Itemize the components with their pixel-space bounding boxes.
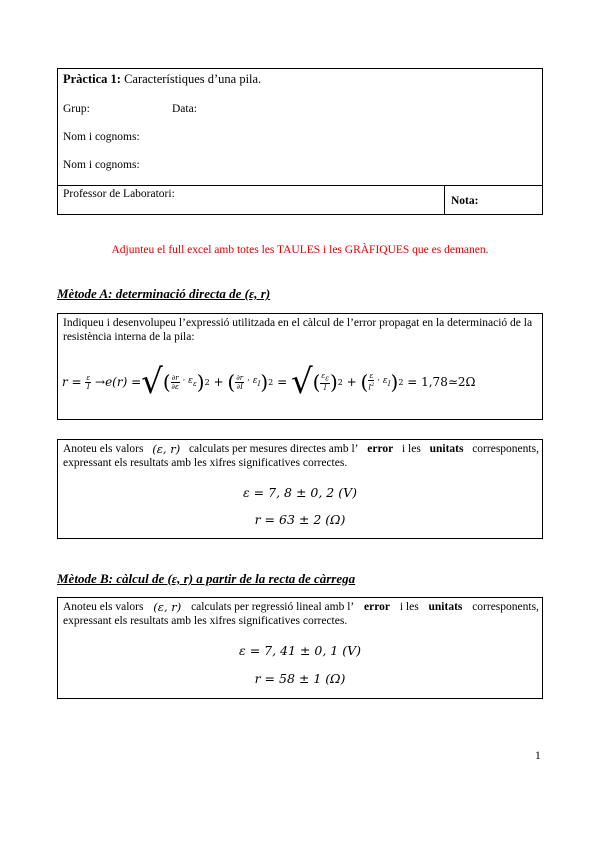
method-b-heading: Mètode B: càlcul de (ε, r) a partir de la recta de càrrega — [57, 571, 356, 586]
method-a-r-value: r = 63 ± 2 (Ω) — [254, 512, 346, 527]
name-label-2: Nom i cognoms: — [63, 159, 140, 171]
error-formula: r = $\frac{\varepsilon}{I}$ → e(r) = √ ( $\frac{\partial r}{\partial\varepsilon}$ · $\varepsilon_\varepsilon$ ) 2 + ( $\frac{\partial r}{\partial I}$ · $\varepsilon_I$ ) 2 = √ ( $\frac{\varepsilon\varepsilon}{I}$ ) 2 + ( $\frac{\varepsilon}{I^2}$ · $\varepsilon_I$ ) 2 = 1,78≃2Ω — [62, 362, 476, 402]
method-a-heading: Mètode A: determinació directa de (ε, r) — [57, 286, 271, 301]
name-label-1: Nom i cognoms: — [63, 131, 140, 143]
method-b-values-text: Anoteu els valors (ε, r) calculats per regressió lineal amb l’ error i les unitats corresponents, expressant els resultats amb les xifres significatives correctes. — [63, 600, 539, 627]
header-divider — [57, 185, 543, 186]
formula-result: = 1,78≃2Ω — [407, 375, 476, 389]
grade-divider — [444, 185, 445, 215]
method-a-epsilon-value: ε = 7, 8 ± 0, 2 (V) — [242, 485, 357, 500]
method-b-r-value: r = 58 ± 1 (Ω) — [254, 671, 346, 686]
professor-label: Professor de Laboratori: — [63, 188, 175, 200]
instruction-text: Adjunteu el full excel amb totes les TAULES i les GRÀFIQUES que es demanen. — [111, 244, 489, 256]
group-label: Grup: — [63, 103, 90, 115]
method-b-epsilon-value: ε = 7, 41 ± 0, 1 (V) — [239, 643, 361, 658]
date-label: Data: — [172, 103, 197, 115]
method-a-formula-text: Indiqueu i desenvolupeu l’expressió utilitzada en el càlcul de l’error propagat en la determinació de la resistència interna de la pila: — [63, 317, 533, 343]
practice-title: Pràctica 1: Característiques d’una pila. — [63, 72, 262, 86]
method-a-values-text: Anoteu els valors (ε, r) calculats per mesures directes amb l’ error i les unitats corresponents, expressant els resultats amb les xifres significatives correctes. — [63, 442, 539, 469]
page-number: 1 — [535, 750, 541, 762]
grade-label: Nota: — [451, 195, 479, 207]
